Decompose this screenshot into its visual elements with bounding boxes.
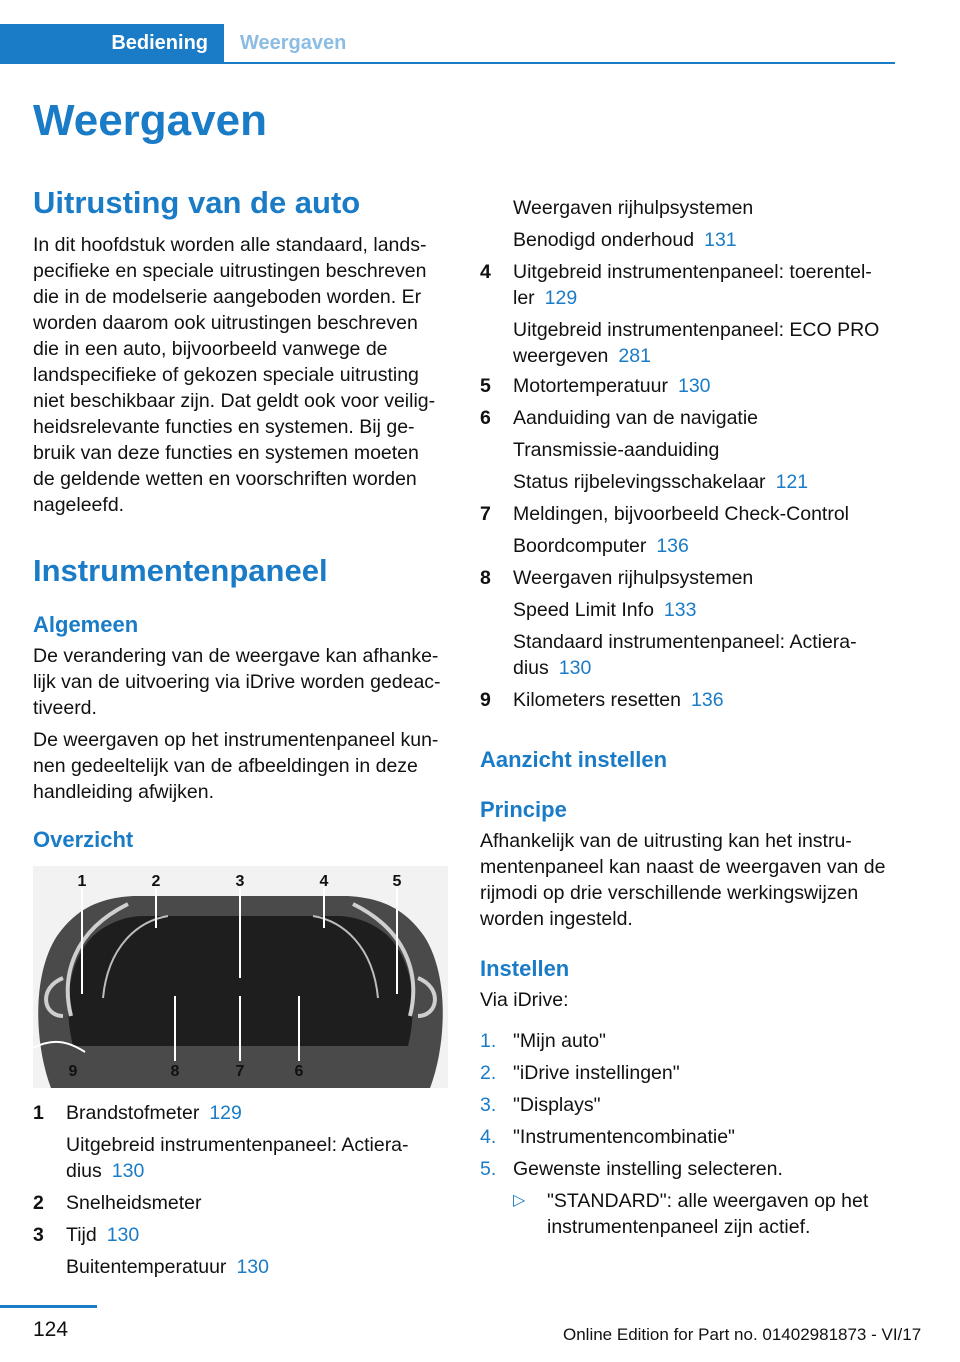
text-line: pecifieke en speciale uitrustingen beschreven: [33, 260, 427, 282]
section-title-uitrusting: Uitrusting van de auto: [33, 185, 361, 220]
header-tabbar: [0, 24, 895, 64]
text-line: mentenpaneel kan naast de weergaven van de: [480, 856, 886, 878]
legend-number: 6: [480, 407, 491, 429]
text-line: Afhankelijk van de uitrusting kan het instru-: [480, 830, 852, 852]
subtitle-principe: Principe: [480, 797, 567, 822]
callout-1: 1: [77, 873, 87, 890]
legend-text: Benodigd onderhoud: [513, 229, 695, 251]
legend-number: 8: [480, 567, 491, 589]
instrument-cluster-image: [33, 866, 448, 1088]
legend-number: 7: [480, 503, 491, 525]
text-line: heidsrelevante functies en systemen. Bij ge-: [33, 416, 415, 438]
step-text: "Mijn auto": [513, 1030, 606, 1052]
page-ref-link[interactable]: 130: [558, 657, 592, 679]
callout-5: 5: [392, 873, 402, 890]
callout-2: 2: [151, 873, 161, 890]
legend-text: dius: [513, 657, 549, 679]
text-line: bruik van deze functies en systemen moeten: [33, 442, 419, 464]
legend-text: Weergaven rijhulpsystemen: [513, 197, 754, 219]
legend-item-1: [33, 1100, 453, 1182]
legend-number: 2: [33, 1192, 44, 1214]
subtitle-algemeen: Algemeen: [33, 612, 139, 637]
legend-number: 4: [480, 261, 491, 283]
legend-text: Speed Limit Info: [513, 599, 654, 621]
legend-text: Weergaven rijhulpsystemen: [513, 567, 754, 589]
callout-6: 6: [294, 1063, 304, 1080]
text-line: De weergaven op het instrumentenpaneel kun-: [33, 729, 439, 751]
edition-note: Online Edition for Part no. 01402981873 - VI/17: [563, 1325, 922, 1344]
via-idrive-text: Via iDrive:: [480, 989, 569, 1011]
legend-text: Meldingen, bijvoorbeeld Check-Control: [513, 503, 850, 525]
legend-text: Status rijbelevingsschakelaar: [513, 471, 766, 493]
step-number: 3.: [480, 1094, 497, 1116]
step-number: 1.: [480, 1030, 497, 1052]
page-ref-link[interactable]: 129: [544, 287, 578, 309]
page-ref-link[interactable]: 130: [236, 1256, 269, 1278]
page-ref-link[interactable]: 130: [111, 1160, 145, 1182]
page-ref-link[interactable]: 129: [209, 1102, 242, 1124]
callout-9: 9: [68, 1063, 78, 1080]
legend-number: 3: [33, 1224, 44, 1246]
step-number: 4.: [480, 1126, 497, 1148]
text-line: tiveerd.: [33, 697, 97, 719]
callout-4: 4: [319, 873, 329, 890]
tab-bediening[interactable]: Bediening: [0, 24, 224, 62]
text-line: rijmodi op drie verschillende werkingswijzen: [480, 882, 859, 904]
triangle-bullet-icon: ▷: [513, 1192, 526, 1209]
page-ref-link[interactable]: 281: [618, 345, 651, 367]
legend-text: ler: [513, 287, 535, 309]
legend-number: 1: [33, 1102, 44, 1124]
page-ref-link[interactable]: 130: [677, 375, 711, 397]
step-text: "Instrumentencombinatie": [513, 1126, 735, 1148]
step-text: "Displays": [513, 1094, 601, 1116]
page-number-rule: [0, 1305, 97, 1308]
legend-text: Boordcomputer: [513, 535, 647, 557]
legend-text: Uitgebreid instrumentenpaneel: toerentel-: [513, 261, 872, 283]
text-line: nen gedeeltelijk van de afbeeldingen in deze: [33, 755, 418, 777]
callout-7: 7: [235, 1063, 245, 1080]
section-title-aanzicht-instellen: Aanzicht instellen: [480, 747, 668, 772]
text-line: landspecifieke of gekozen speciale uitrusting: [33, 364, 419, 386]
text-line: die in een auto, bijvoorbeeld vanwege de: [33, 338, 388, 360]
legend-text: Uitgebreid instrumentenpaneel: Actiera-: [66, 1134, 409, 1156]
callout-8: 8: [170, 1063, 180, 1080]
page-ref-link[interactable]: 121: [775, 471, 809, 493]
legend-text: Snelheidsmeter: [66, 1192, 202, 1214]
legend-text: Uitgebreid instrumentenpaneel: ECO PRO: [513, 319, 880, 341]
legend-text: Brandstofmeter: [66, 1102, 200, 1124]
legend-number: 5: [480, 375, 491, 397]
legend-text: Standaard instrumentenpaneel: Actiera-: [513, 631, 857, 653]
text-line: lijk van de uitvoering via iDrive worden gedeac-: [33, 671, 441, 693]
bullet-text: "STANDARD": alle weergaven op het: [547, 1190, 869, 1212]
tab-weergaven[interactable]: Weergaven: [240, 31, 347, 54]
text-line: De verandering van de weergave kan afhanke-: [33, 645, 439, 667]
legend-text: Aanduiding van de navigatie: [513, 407, 759, 429]
legend-text: Transmissie-aanduiding: [513, 439, 720, 461]
text-line: de geldende wetten en voorschriften worden: [33, 468, 417, 490]
legend-text: Kilometers resetten: [513, 689, 681, 711]
section-title-instrumentenpaneel: Instrumentenpaneel: [33, 553, 328, 588]
text-line: In dit hoofdstuk worden alle standaard, lands-: [33, 234, 427, 256]
step-number: 2.: [480, 1062, 497, 1084]
text-line: nageleefd.: [33, 494, 125, 516]
text-line: worden daarom ook uitrustingen beschreven: [33, 312, 418, 334]
bullet-text: instrumentenpaneel zijn actief.: [547, 1216, 811, 1238]
page-title: Weergaven: [33, 96, 267, 145]
legend-text: Buitentemperatuur: [66, 1256, 227, 1278]
legend-text: Tijd: [66, 1224, 97, 1246]
text-line: die in de modelserie aangeboden worden. Er: [33, 286, 422, 308]
step-text: "iDrive instellingen": [513, 1062, 680, 1084]
page-ref-link[interactable]: 131: [704, 229, 737, 251]
text-line: worden ingesteld.: [480, 908, 633, 930]
legend-text: weergeven: [513, 345, 609, 367]
page-ref-link[interactable]: 133: [663, 599, 697, 621]
page-number: 124: [33, 1318, 69, 1341]
legend-number: 9: [480, 689, 491, 711]
legend-text: Motortemperatuur: [513, 375, 668, 397]
step-number: 5.: [480, 1158, 497, 1180]
subtitle-instellen: Instellen: [480, 956, 570, 981]
callout-3: 3: [235, 873, 245, 890]
text-line: niet beschikbaar zijn. Dat geldt ook voor veilig-: [33, 390, 436, 412]
text-line: handleiding afwijken.: [33, 781, 215, 803]
instrument-cluster-illustration: [33, 866, 448, 1088]
subtitle-overzicht: Overzicht: [33, 827, 134, 852]
legend-text: dius: [66, 1160, 102, 1182]
step-text: Gewenste instelling selecteren.: [513, 1158, 783, 1180]
page-ref-link[interactable]: 130: [106, 1224, 140, 1246]
page-ref-link[interactable]: 136: [691, 689, 724, 711]
page-ref-link[interactable]: 136: [656, 535, 689, 557]
